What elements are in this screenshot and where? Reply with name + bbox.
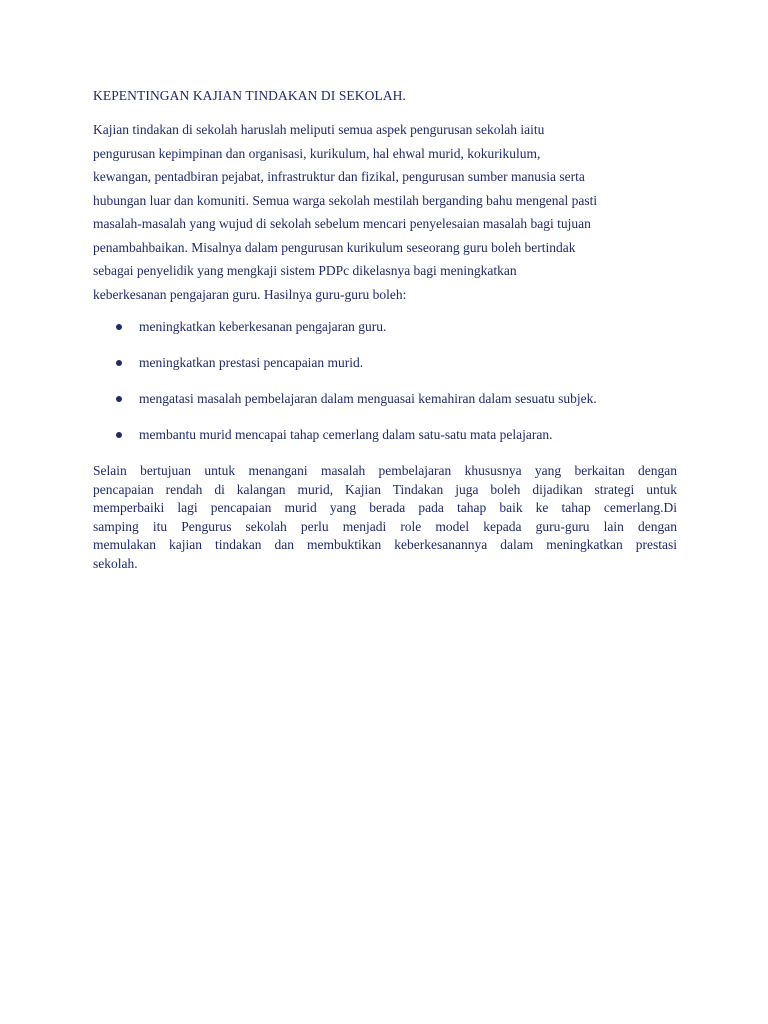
intro-line: kewangan, pentadbiran pejabat, infrastruktur dan fizikal, pengurusan sumber manusia serta	[93, 169, 585, 184]
intro-line: hubungan luar dan komuniti. Semua warga sekolah mestilah berganding bahu mengenal pasti	[93, 192, 598, 208]
document-page	[93, 86, 677, 573]
benefits-list	[93, 318, 677, 444]
list-item	[93, 354, 677, 372]
bullet-icon	[116, 396, 122, 402]
list-item-text: meningkatkan keberkesanan pengajaran guru.	[139, 319, 387, 334]
list-item-text: meningkatkan prestasi pencapaian murid.	[139, 355, 364, 370]
bullet-icon	[116, 432, 122, 438]
closing-line: sekolah.	[93, 555, 138, 571]
list-item	[93, 426, 677, 444]
bullet-icon	[116, 324, 122, 330]
intro-line: pengurusan kepimpinan dan organisasi, kurikulum, hal ehwal murid, kokurikulum,	[93, 145, 541, 161]
intro-line: masalah-masalah yang wujud di sekolah sebelum mencari penyelesaian masalah bagi tujuan	[93, 216, 591, 231]
document-title: KEPENTINGAN KAJIAN TINDAKAN DI SEKOLAH.	[93, 88, 406, 103]
list-item	[93, 318, 677, 336]
intro-paragraph	[93, 118, 677, 306]
intro-line: penambahbaikan. Misalnya dalam pengurusan kurikulum seseorang guru boleh bertindak	[93, 239, 576, 255]
intro-line: sebagai penyelidik yang mengkaji sistem PDPc dikelasnya bagi meningkatkan	[93, 263, 517, 278]
list-item-text: mengatasi masalah pembelajaran dalam menguasai kemahiran dalam sesuatu subjek.	[139, 391, 597, 406]
list-item	[93, 390, 677, 408]
closing-line: pencapaian rendah di kalangan murid, Kajian Tindakan juga boleh dijadikan strategi untuk	[93, 481, 677, 497]
closing-line: memperbaiki lagi pencapaian murid yang berada pada tahap baik ke tahap cemerlang.Di	[93, 500, 677, 515]
intro-line: Kajian tindakan di sekolah haruslah meliputi semua aspek pengurusan sekolah iaitu	[93, 122, 545, 137]
closing-line: memulakan kajian tindakan dan membuktikan keberkesanannya dalam meningkatkan prestasi	[93, 537, 677, 552]
intro-line: keberkesanan pengajaran guru. Hasilnya guru-guru boleh:	[93, 286, 407, 302]
closing-paragraph	[93, 462, 677, 573]
list-item-text: membantu murid mencapai tahap cemerlang dalam satu-satu mata pelajaran.	[139, 427, 553, 442]
closing-line: samping itu Pengurus sekolah perlu menjadi role model kepada guru-guru lain dengan	[93, 518, 677, 534]
bullet-icon	[116, 360, 122, 366]
closing-line: Selain bertujuan untuk menangani masalah pembelajaran khususnya yang berkaitan dengan	[93, 463, 677, 478]
